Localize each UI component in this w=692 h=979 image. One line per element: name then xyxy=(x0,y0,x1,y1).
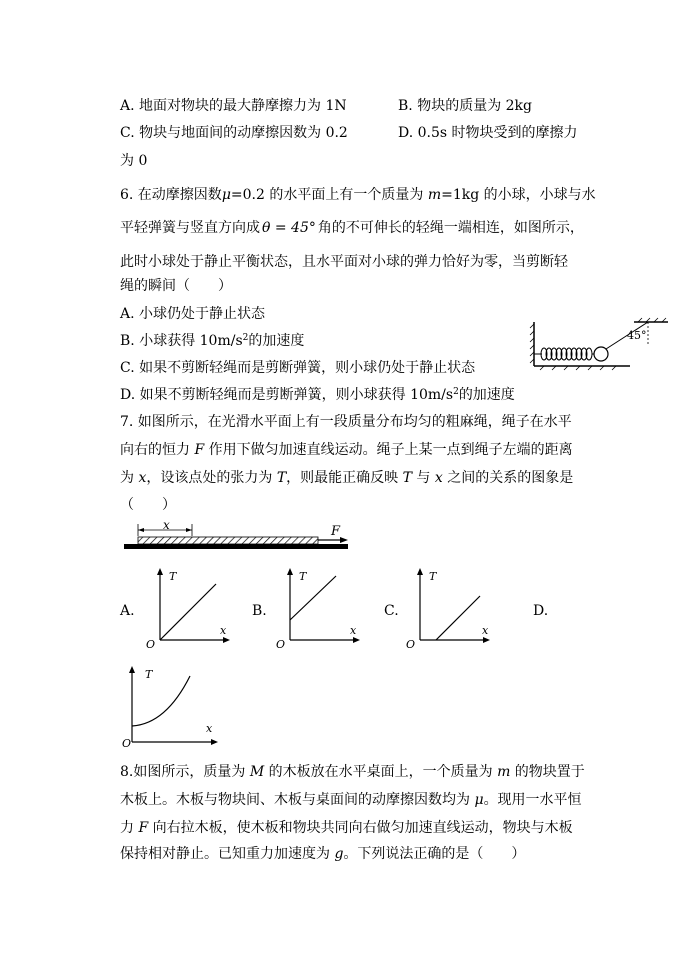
q5-option-b: B. 物块的质量为 2kg xyxy=(398,98,532,114)
q6-angle-label: 45° xyxy=(627,329,647,342)
q7-line-3: 为 x，设该点处的张力为 T，则最能正确反映 T 与 x 之间的关系的图象是 xyxy=(120,470,574,486)
q7-graph-a xyxy=(150,568,230,644)
curve xyxy=(436,596,480,640)
q7-graph-b-T: T xyxy=(299,570,307,583)
q7-graph-d-T: T xyxy=(145,668,153,681)
q6-line-1: 6. 在动摩擦因数μ=0.2 的水平面上有一个质量为 m=1kg 的小球，小球与水 xyxy=(120,187,596,203)
q7-graph-a-x: x xyxy=(220,624,227,637)
q7-graph-c-O: O xyxy=(406,638,416,651)
q6-option-a: A. 小球仍处于静止状态 xyxy=(120,306,266,322)
q7-fig-F-label: F xyxy=(331,524,341,539)
q7-graph-b-x: x xyxy=(350,624,357,637)
q7-graph-c-x: x xyxy=(482,624,489,637)
q5-option-a: A. 地面对物块的最大静摩擦力为 1N xyxy=(120,98,347,114)
q7-graph-d xyxy=(122,666,218,746)
q6-line-2: 平轻弹簧与竖直方向成 θ = 45° 角的不可伸长的轻绳一端相连，如图所示， xyxy=(120,220,584,236)
q7-graph-a-O: O xyxy=(146,638,156,651)
q5-option-d: D. 0.5s 时物块受到的摩擦力 xyxy=(398,125,578,141)
q7-graph-b xyxy=(280,568,360,644)
q7-graph-d-O: O xyxy=(122,737,132,750)
q7-rope-figure xyxy=(122,522,350,554)
q5-option-d-cont: 为 0 xyxy=(120,153,148,169)
q6-option-d: D. 如果不剪断轻绳而是剪断弹簧，则小球获得 $10m/s^2$的加速度 xyxy=(120,387,515,403)
q5-option-c: C. 物块与地面间的动摩擦因数为 0.2 xyxy=(120,125,348,141)
q7-graph-b-O: O xyxy=(276,638,286,651)
q7-graph-label-a: A. xyxy=(120,603,135,619)
q7-fig-x-label: x xyxy=(163,518,170,532)
q7-graph-label-c: C. xyxy=(384,603,399,619)
ball xyxy=(594,347,608,361)
q7-graph-label-d: D. xyxy=(533,603,549,619)
q6-option-b: B. 小球获得 $10m/s^2$的加速度 xyxy=(120,333,305,349)
q8-line-2: 木板上。木板与物块间、木板与桌面间的动摩擦因数均为 μ。现用一水平恒 xyxy=(120,792,582,808)
q7-graph-c-T: T xyxy=(429,570,437,583)
rope xyxy=(138,537,318,544)
spring xyxy=(534,348,594,360)
curve xyxy=(132,676,190,726)
curve xyxy=(160,584,216,640)
q7-graph-a-T: T xyxy=(169,570,177,583)
q6-line-3: 此时小球处于静止平衡状态，且水平面对小球的弹力恰好为零，当剪断轻 xyxy=(120,254,568,270)
q6-spring-ball-figure xyxy=(530,318,672,370)
q6-line-4: 绳的瞬间（ ） xyxy=(120,278,232,294)
q8-line-4: 保持相对静止。已知重力加速度为 g。下列说法正确的是（ ） xyxy=(120,846,526,862)
q7-graph-label-b: B. xyxy=(252,603,267,619)
q7-graph-c xyxy=(410,568,490,644)
q7-line-2: 向右的恒力 F 作用下做匀加速直线运动。绳子上某一点到绳子左端的距离 xyxy=(120,442,573,458)
curve xyxy=(290,576,336,620)
q7-graph-d-x: x xyxy=(206,722,213,735)
q8-line-1: 8.如图所示，质量为 M 的木板放在水平桌面上，一个质量为 m 的物块置于 xyxy=(120,764,585,780)
q7-line-4: （ ） xyxy=(120,497,176,513)
q6-option-c: C. 如果不剪断轻绳而是剪断弹簧，则小球仍处于静止状态 xyxy=(120,360,476,376)
q8-line-3: 力 F 向右拉木板，使木板和物块共同向右做匀加速直线运动，物块与木板 xyxy=(120,820,573,836)
q7-line-1: 7. 如图所示，在光滑水平面上有一段质量分布均匀的粗麻绳，绳子在水平 xyxy=(120,414,572,430)
